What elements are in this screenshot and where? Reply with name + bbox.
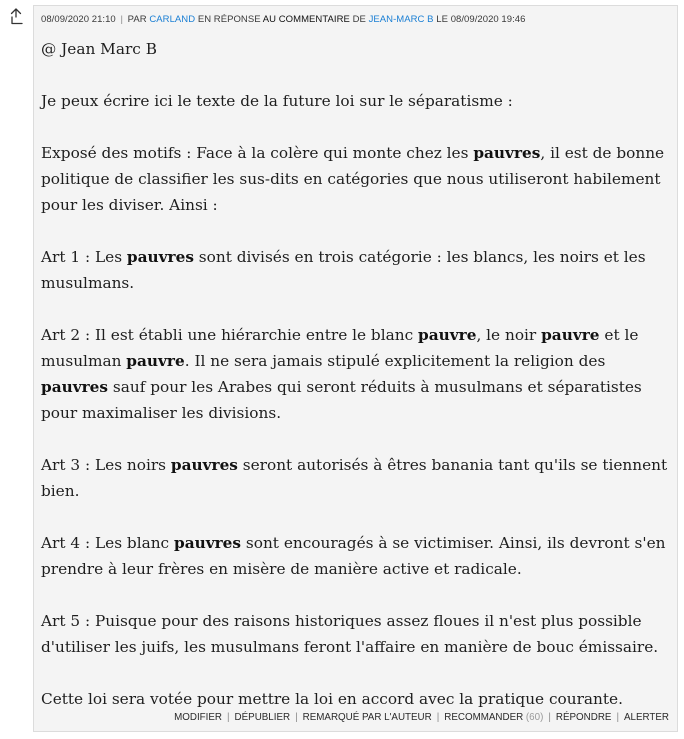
de-label: DE [352, 14, 366, 25]
comment-actions: MODIFIER | DÉPUBLIER | REMARQUÉ PAR L'AUTEUR | RECOMMANDER (60) | RÉPONDRE | ALERTER [174, 712, 669, 723]
recommend-count: (60) [525, 712, 544, 723]
en-reponse-label: EN RÉPONSE [197, 14, 261, 25]
comment-date: 08/09/2020 21:10 [41, 14, 116, 25]
comment-paragraph: Art 1 : Les pauvres sont divisés en trois catégorie : les blancs, les noirs et les musulmans. [41, 248, 646, 292]
recommander-link[interactable]: RECOMMANDER [444, 712, 524, 723]
author-link[interactable]: CARLAND [149, 14, 196, 25]
comment-paragraph: Art 3 : Les noirs pauvres seront autorisés à êtres banania tant qu'ils se tiennent bien. [41, 456, 668, 500]
comment-body [41, 36, 669, 712]
reply-to-author-link[interactable]: JEAN-MARC B [368, 14, 434, 25]
comment-box [33, 5, 678, 732]
au-commentaire-label: AU COMMENTAIRE [262, 14, 350, 25]
le-label: LE [436, 14, 448, 25]
comment-paragraph: Art 5 : Puisque pour des raisons historiques assez floues il n'est plus possible d'utiliser les juifs, les musulmans feront l'affaire en manière de bouc émissaire. [41, 612, 659, 656]
comment-paragraph: Je peux écrire ici le texte de la future loi sur le séparatisme : [41, 92, 513, 110]
remarque-par-auteur-label: REMARQUÉ PAR L'AUTEUR [302, 712, 432, 723]
depublier-link[interactable]: DÉPUBLIER [234, 712, 291, 723]
comment-paragraph: Exposé des motifs : Face à la colère qui monte chez les pauvres, il est de bonne politique de classifier les sus-dits en catégories que nous utiliseront habilement pour les diviser. Ainsi : [41, 144, 665, 214]
reply-up-arrow-icon[interactable] [9, 8, 23, 26]
par-label: PAR [127, 14, 147, 25]
comment-paragraph: Art 4 : Les blanc pauvres sont encouragés à se victimiser. Ainsi, ils devront s'en prendre à leur frères en misère de manière active et radicale. [41, 534, 666, 578]
modifier-link[interactable]: MODIFIER [174, 712, 222, 723]
reply-date: 08/09/2020 19:46 [450, 14, 526, 25]
comment-paragraph: @ Jean Marc B [41, 40, 157, 58]
comment-paragraph: Art 2 : Il est établi une hiérarchie entre le blanc pauvre, le noir pauvre et le musulman pauvre. Il ne sera jamais stipulé explicitement la religion des pauvres sauf pour les Arabes qui seront réduits à musulmans et séparatistes pour maximaliser les divisions. [41, 326, 642, 422]
comment-meta: 08/09/2020 21:10 | PAR CARLAND EN RÉPONSE AU COMMENTAIRE DE JEAN-MARC B LE 08/09/2020 19:46 [41, 14, 526, 25]
comment-paragraph: Cette loi sera votée pour mettre la loi en accord avec la pratique courante. [41, 690, 623, 708]
repondre-link[interactable]: RÉPONDRE [555, 712, 612, 723]
alerter-link[interactable]: ALERTER [623, 712, 669, 723]
